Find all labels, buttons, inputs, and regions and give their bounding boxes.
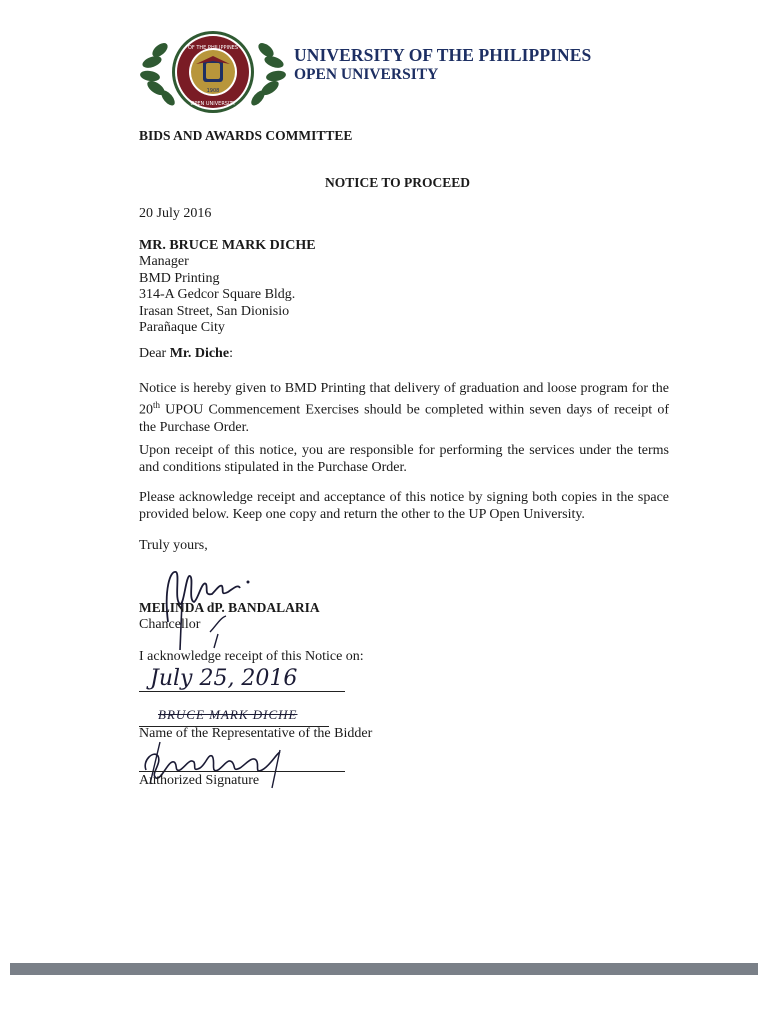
seal-top-text: OF THE PHILIPPINES	[187, 45, 239, 51]
body-paragraph-2: Upon receipt of this notice, you are responsible for performing the services under the terms and conditions stipulated in the Purchase Order.	[139, 443, 669, 475]
recipient-address	[139, 238, 316, 336]
body-paragraph-1	[139, 380, 669, 436]
recipient-company: BMD Printing	[139, 270, 220, 286]
laurel-left-icon	[140, 40, 177, 107]
committee-name: BIDS AND AWARDS COMMITTEE	[139, 128, 353, 143]
handwritten-date: July 25, 2016	[150, 666, 298, 691]
body-paragraph-3: Please acknowledge receipt and acceptance of this notice by signing both copies in the space provided below. Keep one copy and return the other to the UP Open University.	[139, 490, 669, 522]
university-seal-icon	[140, 28, 286, 116]
p1-superscript: th	[153, 400, 161, 410]
recipient-city: Parañaque City	[139, 320, 225, 336]
acknowledgement-label: I acknowledge receipt of this Notice on:	[139, 649, 364, 664]
signature-line[interactable]	[139, 771, 345, 772]
letter-date: 20 July 2016	[139, 206, 212, 221]
closing: Truly yours,	[139, 538, 208, 553]
seal-bottom-text: OPEN UNIVERSITY	[190, 101, 236, 107]
recipient-name: MR. BRUCE MARK DICHE	[139, 238, 316, 253]
seal-year: 1908	[206, 88, 220, 94]
signatory-name: MELINDA dP. BANDALARIA	[139, 600, 320, 615]
authorized-signature-label: Authorized Signature	[139, 773, 260, 788]
recipient-address-line1: 314-A Gedcor Square Bldg.	[139, 287, 296, 303]
letterhead	[294, 46, 591, 84]
university-name: UNIVERSITY OF THE PHILIPPINES	[294, 45, 592, 65]
recipient-position: Manager	[139, 254, 189, 270]
recipient-address-line2: Irasan Street, San Dionisio	[139, 303, 290, 319]
handwritten-representative-name: BRUCE MARK DICHE	[158, 707, 298, 722]
salutation-suffix: :	[229, 346, 233, 361]
footer-bar	[10, 963, 758, 975]
salutation-prefix: Dear	[139, 346, 170, 361]
signatory-title: Chancellor	[139, 617, 201, 632]
salutation-name: Mr. Diche	[169, 346, 230, 361]
salutation	[139, 346, 233, 362]
page-title: NOTICE TO PROCEED	[325, 175, 471, 190]
p1-text-a: Notice is hereby given to BMD Printing that delivery of graduation and loose program for the 20	[139, 381, 669, 418]
laurel-right-icon	[249, 40, 286, 107]
p1-text-b: UPOU Commencement Exercises should be completed within seven days of receipt of the Purchase Order.	[139, 402, 669, 435]
unit-name: OPEN UNIVERSITY	[294, 66, 439, 83]
date-line[interactable]	[139, 691, 345, 692]
representative-label: Name of the Representative of the Bidder	[139, 726, 373, 741]
